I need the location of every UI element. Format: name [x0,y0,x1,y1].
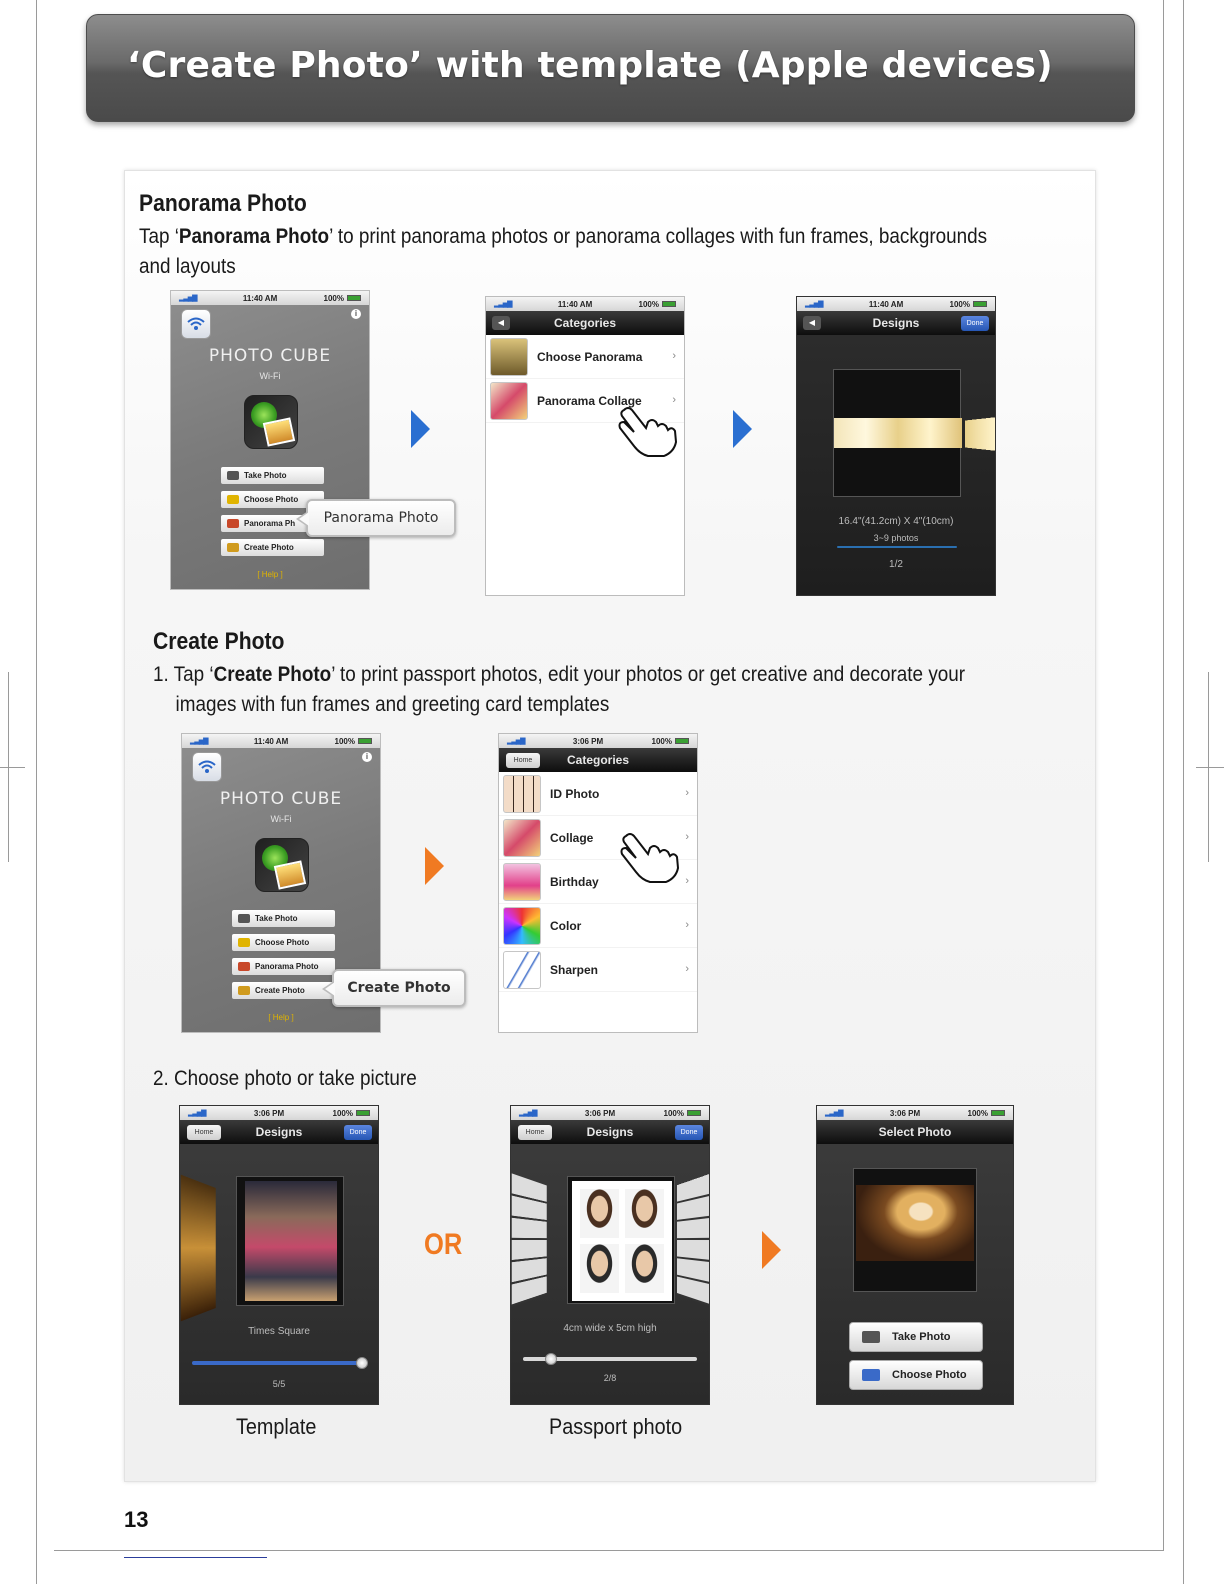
app-name: PHOTO CUBE [208,346,332,366]
passport-designs-screen [510,1105,710,1405]
template-name-label: Times Square [248,1326,310,1337]
app-name: PHOTO CUBE [219,789,343,809]
take-photo-select-button[interactable]: Take Photo [849,1322,983,1352]
home-button[interactable]: Home [518,1125,552,1140]
status-bar: ▂▃▅▇ 11:40 AM 100% [171,291,369,305]
passport-main-preview[interactable] [567,1176,675,1304]
done-button[interactable]: Done [961,316,989,331]
template-slider-knob[interactable] [356,1357,368,1369]
pointing-hand-icon [618,830,680,884]
panorama-collage-strip [834,418,962,448]
status-bar: ▂▃▅▇ 3:06 PM 100% [817,1106,1013,1120]
passport-photo-sheet [572,1181,672,1301]
app-subtitle: Wi-Fi [270,814,292,824]
choose-panorama-thumbnail [490,338,528,376]
panorama-collage-thumbnail [490,382,528,420]
guide-left [36,0,37,1584]
panorama-icon [238,962,250,971]
list-item[interactable]: Color › [499,904,697,948]
template-designs-screen [179,1105,379,1405]
status-bar: ▂▃▅▇ 3:06 PM 100% [511,1106,709,1120]
list-item[interactable]: Panorama Collage › [486,379,684,423]
info-icon[interactable]: i [351,309,361,319]
nav-bar: Home Designs Done [511,1120,709,1144]
select-photo-screen [816,1105,1014,1405]
birthday-thumbnail [503,863,541,901]
color-thumbnail [503,907,541,945]
selected-photo [856,1185,974,1261]
passport-left-preview [512,1173,547,1306]
done-button[interactable]: Done [675,1125,703,1140]
next-arrow-4 [762,1231,781,1269]
panorama-icon [227,519,239,528]
header-banner [86,14,1135,122]
selected-template-preview [853,1168,977,1292]
status-bar: ▂▃▅▇ 3:06 PM 100% [499,734,697,748]
photo-cube-app-icon [244,395,298,449]
wifi-settings-icon[interactable] [181,309,211,339]
photo-icon [238,938,250,947]
panorama-photo-callout: Panorama Photo [306,499,456,537]
passport-slider-knob[interactable] [545,1353,557,1365]
help-link[interactable]: [ Help ] [257,570,283,579]
home-button[interactable]: Home [506,753,540,768]
next-arrow-3 [425,847,444,885]
panorama-design-frame[interactable] [833,369,961,497]
passport-caption: Passport photo [549,1414,683,1439]
crop-mark-left-h [0,767,25,768]
done-button[interactable]: Done [344,1125,372,1140]
pointing-hand-icon [616,404,678,458]
photo-cube-app-icon [255,838,309,892]
list-item[interactable]: Birthday › [499,860,697,904]
choose-photo-select-button[interactable]: Choose Photo [849,1360,983,1390]
app-subtitle: Wi-Fi [259,371,281,381]
camera-icon [227,471,239,480]
panorama-heading: Panorama Photo [139,190,307,217]
footer-rule [124,1557,267,1558]
panorama-designs-screen [796,296,996,596]
choose-photo-button[interactable]: Choose Photo [232,934,335,951]
take-photo-button[interactable]: Take Photo [221,467,324,484]
template-caption: Template [236,1414,317,1439]
nav-bar: Home Categories [499,748,697,772]
status-bar: ▂▃▅▇ 11:40 AM 100% [486,297,684,311]
template-main-preview[interactable] [236,1176,344,1306]
brush-icon [238,986,250,995]
info-icon[interactable]: i [362,752,372,762]
times-square-image [245,1181,337,1301]
status-bar: ▂▃▅▇ 3:06 PM 100% [180,1106,378,1120]
list-item[interactable]: Collage › [499,816,697,860]
brush-icon [227,543,239,552]
photo-icon [227,495,239,504]
next-arrow-1 [411,410,430,448]
template-page-indicator: 5/5 [272,1379,286,1389]
nav-bar: ◀ Categories [486,311,684,335]
back-button[interactable]: ◀ [803,316,821,330]
nav-bar: Home Designs Done [180,1120,378,1144]
photo-icon [862,1369,880,1381]
help-link[interactable]: [ Help ] [268,1013,294,1022]
passport-photo [625,1189,664,1238]
or-label: OR [424,1228,463,1261]
crop-mark-right-h [1196,767,1224,768]
nav-bar: ◀ Designs Done [797,311,995,335]
panorama-page-indicator: 1/2 [889,559,903,570]
template-left-preview [181,1175,216,1322]
panorama-photo-button[interactable]: Panorama Photo [232,958,335,975]
create-photo-button[interactable]: Create Photo [221,539,324,556]
guide-right [1163,0,1164,1550]
passport-photo [625,1244,664,1293]
status-bar: ▂▃▅▇ 11:40 AM 100% [797,297,995,311]
take-photo-button[interactable]: Take Photo [232,910,335,927]
list-item[interactable]: Choose Panorama › [486,335,684,379]
template-slider-track[interactable] [192,1361,362,1365]
next-arrow-2 [733,410,752,448]
passport-page-indicator: 2/8 [603,1373,617,1383]
panorama-size-label: 16.4"(41.2cm) X 4"(10cm) [838,516,954,527]
panorama-page-track[interactable] [837,546,957,548]
id-photo-thumbnail [503,775,541,813]
choose-photo-button[interactable]: Choose Photo [221,491,324,508]
create-photo-step2: 2. Choose photo or take picture [153,1067,417,1090]
guide-right-outer [1183,0,1184,1584]
guide-bottom [54,1550,1164,1551]
page-title: ‘Create Photo’ with template (Apple devices) [127,45,1053,86]
create-photo-step1: 1. Tap ‘Create Photo’ to print passport photos, edit your photos or get creative and decorate your images with fun frames and greeting card templates [153,663,966,716]
create-photo-callout: Create Photo [332,969,466,1007]
list-item[interactable]: ID Photo › [499,772,697,816]
page-number: 13 [124,1507,149,1532]
sharpen-thumbnail [503,951,541,989]
camera-icon [238,914,250,923]
passport-size-label: 4cm wide x 5cm high [563,1323,657,1334]
panorama-count-label: 3~9 photos [873,533,919,543]
home-button[interactable]: Home [187,1125,221,1140]
back-button[interactable]: ◀ [492,316,510,330]
panorama-strip-right [965,417,996,451]
panorama-description: Tap ‘Panorama Photo’ to print panorama photos or panorama collages with fun frames, backgrounds and layouts [139,225,988,278]
panorama-photo-button[interactable]: Panorama Ph [221,515,324,532]
passport-photo [580,1189,619,1238]
collage-thumbnail [503,819,541,857]
status-bar: ▂▃▅▇ 11:40 AM 100% [182,734,380,748]
list-item[interactable]: Sharpen › [499,948,697,992]
wifi-settings-icon[interactable] [192,752,222,782]
passport-photo [580,1244,619,1293]
panorama-home-screen [170,290,370,590]
camera-icon [862,1331,880,1343]
create-photo-heading: Create Photo [153,628,285,655]
passport-right-preview [677,1174,710,1307]
nav-bar: Select Photo [817,1120,1013,1144]
create-photo-button[interactable]: Create Photo [232,982,335,999]
